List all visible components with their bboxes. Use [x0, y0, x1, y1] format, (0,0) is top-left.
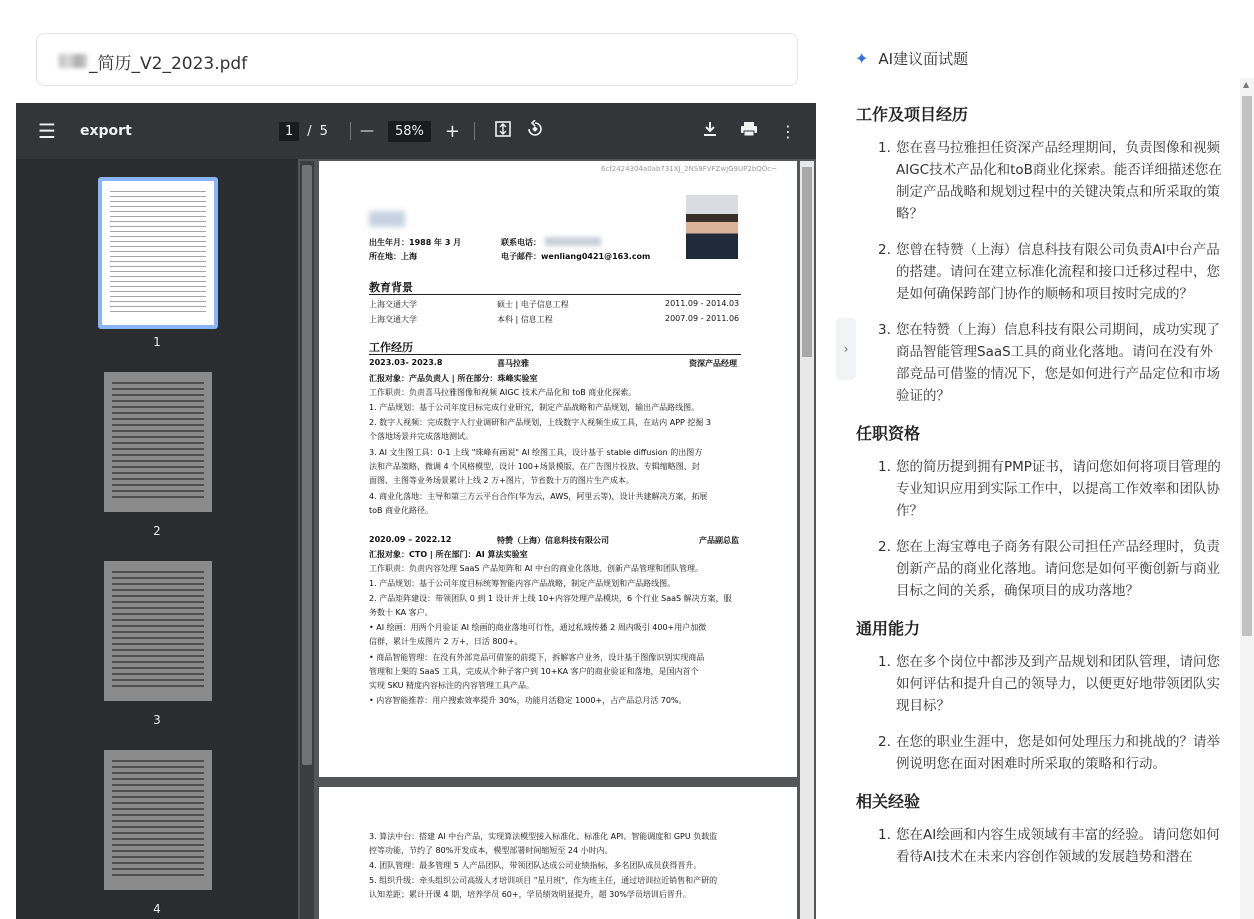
question-number: 3.	[878, 322, 891, 338]
section-heading: 任职资格	[856, 424, 921, 443]
email: 电子邮件：wenliang0421@163.com	[501, 252, 651, 261]
section-heading: 通用能力	[856, 619, 921, 638]
thumbnail-label: 2	[153, 524, 161, 538]
job-item: 法和产品策略，微调 4 个风格模型，设计 100+场景模版，在广告图片投放、专辑缩略图、封	[369, 462, 700, 471]
job-company: 喜马拉雅	[497, 359, 529, 368]
edu-period: 2011.09 - 2014.03	[665, 299, 740, 308]
job-period: 2020.09 – 2022.12	[369, 535, 452, 544]
download-icon[interactable]	[702, 121, 718, 141]
question-text: 您在特赞（上海）信息科技有限公司期间，成功实现了商品智能管理SaaS工具的商业化落地。请问在没有外部竞品可借鉴的情况下，您是如何进行产品定位和市场验证的？	[896, 322, 1220, 404]
blurred-phone	[545, 237, 601, 246]
zoom-input[interactable]: 58%	[388, 121, 431, 142]
total-pages: 5	[319, 123, 328, 139]
chevron-right-icon: ›	[843, 342, 849, 356]
question-number: 1.	[878, 654, 891, 670]
collapse-panel-button[interactable]	[836, 318, 856, 380]
question-number: 1.	[878, 140, 891, 156]
job-duty: 工作职责：负责喜马拉雅图像和视频 AIGC 技术产品化和 toB 商业化探索。	[369, 388, 637, 397]
thumbnail-page-4[interactable]	[104, 750, 212, 890]
edu-period: 2007.09 - 2011.06	[665, 314, 740, 323]
ai-panel-title: AI建议面试题	[878, 50, 969, 68]
job-duty: 工作职责：负责内容处理 SaaS 产品矩阵和 AI 中台的商业化落地、创新产品管理和团队管理。	[369, 564, 703, 573]
fit-controls	[494, 103, 544, 159]
job-item: 3. AI 文生图工具：0-1 上线 "珠峰有画说" AI 绘图工具，设计基于 stable diffusion 的出图方	[369, 448, 703, 457]
edu-degree: 硕士 | 电子信息工程	[497, 300, 569, 309]
rotate-icon[interactable]	[526, 120, 544, 142]
ai-questions-panel	[856, 96, 1222, 919]
job-item: 2. 数字人视频：完成数字人行业调研和产品规划，上线数字人视频生成工具，在站内 APP 挖掘 3	[369, 418, 712, 427]
job-report: 汇报对象：产品负责人 | 所在部分：珠峰实验室	[369, 374, 538, 383]
pdf-title: export	[80, 123, 132, 139]
job-item: 面图、主图等业务场景累计上线 2 万+图片，节省数十万的图片生产成本。	[369, 476, 634, 485]
job-item: 5. 组织升级：牵头组织公司高级人才培训项目 "星月班"，作为班主任，通过培训拉近销售和产研的	[369, 876, 718, 885]
zoom-controls	[360, 103, 475, 159]
divider	[350, 122, 351, 140]
job-item: 信群，累计生成图片 2 万+，日活 800+。	[369, 637, 523, 646]
question-number: 2.	[878, 242, 891, 258]
job-item: 1. 产品规划：基于公司年度目标完成行业研究，制定产品战略和产品规划，输出产品路线图。	[369, 403, 700, 412]
question-item	[856, 456, 1222, 522]
pdf-viewer	[16, 103, 816, 919]
job-item: 4. 团队管理：最多管理 5 人产品团队，带领团队达成公司业绩指标，多名团队成员获得晋升。	[369, 861, 702, 870]
thumbnail-sidebar	[16, 159, 298, 919]
thumbnail-page-1[interactable]	[98, 177, 218, 329]
job-item: 控等功能，节约了 80%开发成本，模型部署时间缩短至 24 小时内。	[369, 846, 613, 855]
question-text: 您在AI绘画和内容生成领域有丰富的经验。请问您如何看待AI技术在未来内容创作领域的发展趋势和潜在	[896, 827, 1220, 865]
edu-school: 上海交通大学	[369, 300, 417, 309]
file-name-box	[36, 33, 798, 86]
page-indicator	[279, 103, 351, 159]
job-item: • 商品智能管理：在没有外部竞品可借鉴的前提下，拆解客户业务，设计基于图像识别实现商品	[369, 653, 705, 662]
job-role: 产品副总监	[699, 536, 739, 545]
menu-icon[interactable]: ☰	[38, 119, 56, 143]
question-item	[856, 651, 1222, 717]
question-text: 您在上海宝尊电子商务有限公司担任产品经理时，负责创新产品的商业化落地。请问您是如何平衡创新与商业目标之间的关系，确保项目的成功落地？	[896, 539, 1220, 599]
question-number: 2.	[878, 734, 891, 750]
job-item: • AI 绘画：用两个月验证 AI 绘画的商业落地可行性，通过私域传播 2 周内吸引 400+用户加微	[369, 623, 707, 632]
job-period: 2023.03- 2023.8	[369, 358, 443, 367]
thumbnail-label: 4	[153, 902, 161, 916]
pdf-page-1	[319, 161, 797, 777]
job-item: 管理和上架的 SaaS 工具，完成从个种子客户到 10+KA 客户的商业验证和落地，是国内首个	[369, 667, 699, 676]
edu-degree: 本科 | 信息工程	[497, 315, 553, 324]
panel-scrollbar[interactable]	[1240, 78, 1254, 919]
job-item: 个落地场景并完成落地测试。	[369, 432, 473, 441]
page-number-input[interactable]: 1	[279, 122, 299, 141]
question-item	[856, 731, 1222, 775]
question-item	[856, 319, 1222, 407]
job-report: 汇报对象：CTO | 所在部门：AI 算法实验室	[369, 550, 528, 559]
birth-date: 出生年月：1988 年 3 月	[369, 238, 462, 247]
zoom-in-button[interactable]: +	[444, 120, 460, 142]
work-heading: 工作经历	[369, 341, 413, 354]
phone-label: 联系电话：	[501, 238, 541, 247]
more-options-icon[interactable]: ⋮	[780, 121, 796, 141]
file-name: _简历_V2_2023.pdf	[89, 54, 248, 74]
page-separator: /	[307, 123, 312, 139]
sparkle-icon: ✦	[855, 49, 869, 68]
question-item	[856, 824, 1222, 868]
section-heading: 工作及项目经历	[856, 105, 969, 124]
thumbnail-page-3[interactable]	[104, 561, 212, 701]
job-item: toB 商业化路径。	[369, 506, 434, 515]
job-item: 认知差距；累计开课 4 期，培养学员 60+，学员绩效明显提升，超 30%学员培训后晋升。	[369, 890, 691, 899]
print-icon[interactable]	[740, 121, 758, 141]
section-heading: 相关经验	[856, 792, 921, 811]
toolbar-actions	[702, 103, 796, 159]
job-item: 3. 算法中台：搭建 AI 中台产品，实现算法模型接入标准化、标准化 API、智能调度和 GPU 负载监	[369, 832, 718, 841]
job-role: 资深产品经理	[689, 359, 737, 368]
job-item: 务数十 KA 客户。	[369, 608, 433, 617]
question-item	[856, 536, 1222, 602]
pdf-toolbar	[16, 103, 816, 159]
thumbnail-page-2[interactable]	[104, 372, 212, 512]
fit-page-icon[interactable]	[494, 120, 512, 142]
edu-school: 上海交通大学	[369, 315, 417, 324]
question-text: 在您的职业生涯中，您是如何处理压力和挑战的？请举例说明您在面对困难时所采取的策略和行动。	[896, 734, 1220, 772]
job-item: 1. 产品规划：基于公司年度目标统筹智能内容产品战略，制定产品规划和产品路线图。	[369, 579, 676, 588]
job-item: 2. 产品矩阵建设：带领团队 0 到 1 设计并上线 10+内容处理产品模块，6 个行业 SaaS 解决方案，服	[369, 594, 732, 603]
location: 所在地：上海	[369, 252, 417, 261]
thumbnail-label: 3	[153, 713, 161, 727]
profile-photo	[686, 195, 738, 259]
zoom-out-button[interactable]: —	[360, 123, 374, 139]
job-company: 特赞（上海）信息科技有限公司	[497, 536, 609, 545]
blurred-name	[369, 211, 405, 227]
thumbnail-scrollbar[interactable]	[300, 161, 314, 919]
job-item: 实现 SKU 精度内容标注的内容管理工具产品。	[369, 681, 535, 690]
question-text: 您在多个岗位中都涉及到产品规划和团队管理，请问您如何评估和提升自己的领导力，以便更好地带领团队实现目标？	[896, 654, 1220, 714]
question-text: 您在喜马拉雅担任资深产品经理期间，负责图像和视频AIGC技术产品化和toB商业化探索。能否详细描述您在制定产品战略和规划过程中的关键决策点和所采取的策略？	[896, 140, 1222, 222]
ai-panel-header	[855, 48, 968, 69]
divider	[474, 122, 475, 140]
job-item: 4. 商业化落地：主导和第三方云平台合作(华为云，AWS，阿里云等)，设计共建解决方案，拓展	[369, 492, 708, 501]
blurred-name	[59, 54, 87, 68]
question-item	[856, 239, 1222, 305]
question-number: 1.	[878, 459, 891, 475]
watermark: 6cf2424304a0ab731XJ_2NS9FVFZwJG9UP2bQOc~	[600, 165, 777, 173]
document-scrollbar[interactable]	[800, 161, 814, 919]
question-number: 2.	[878, 539, 891, 555]
thumbnail-label: 1	[153, 335, 161, 349]
pdf-page-2	[319, 787, 797, 919]
job-item: • 内容智能推荐：用户搜索效率提升 30%，功能月活稳定 1000+，占产品总月活 70%。	[369, 696, 687, 705]
question-text: 您曾在特赞（上海）信息科技有限公司负责AI中台产品的搭建。请问在建立标准化流程和接口迁移过程中，您是如何确保跨部门协作的顺畅和项目按时完成的？	[896, 242, 1220, 302]
question-text: 您的简历提到拥有PMP证书，请问您如何将项目管理的专业知识应用到实际工作中，以提高工作效率和团队协作？	[896, 459, 1221, 519]
question-number: 1.	[878, 827, 891, 843]
scroll-up-icon[interactable]: ▲	[1243, 80, 1250, 89]
edu-heading: 教育背景	[369, 281, 413, 294]
question-item	[856, 137, 1222, 225]
